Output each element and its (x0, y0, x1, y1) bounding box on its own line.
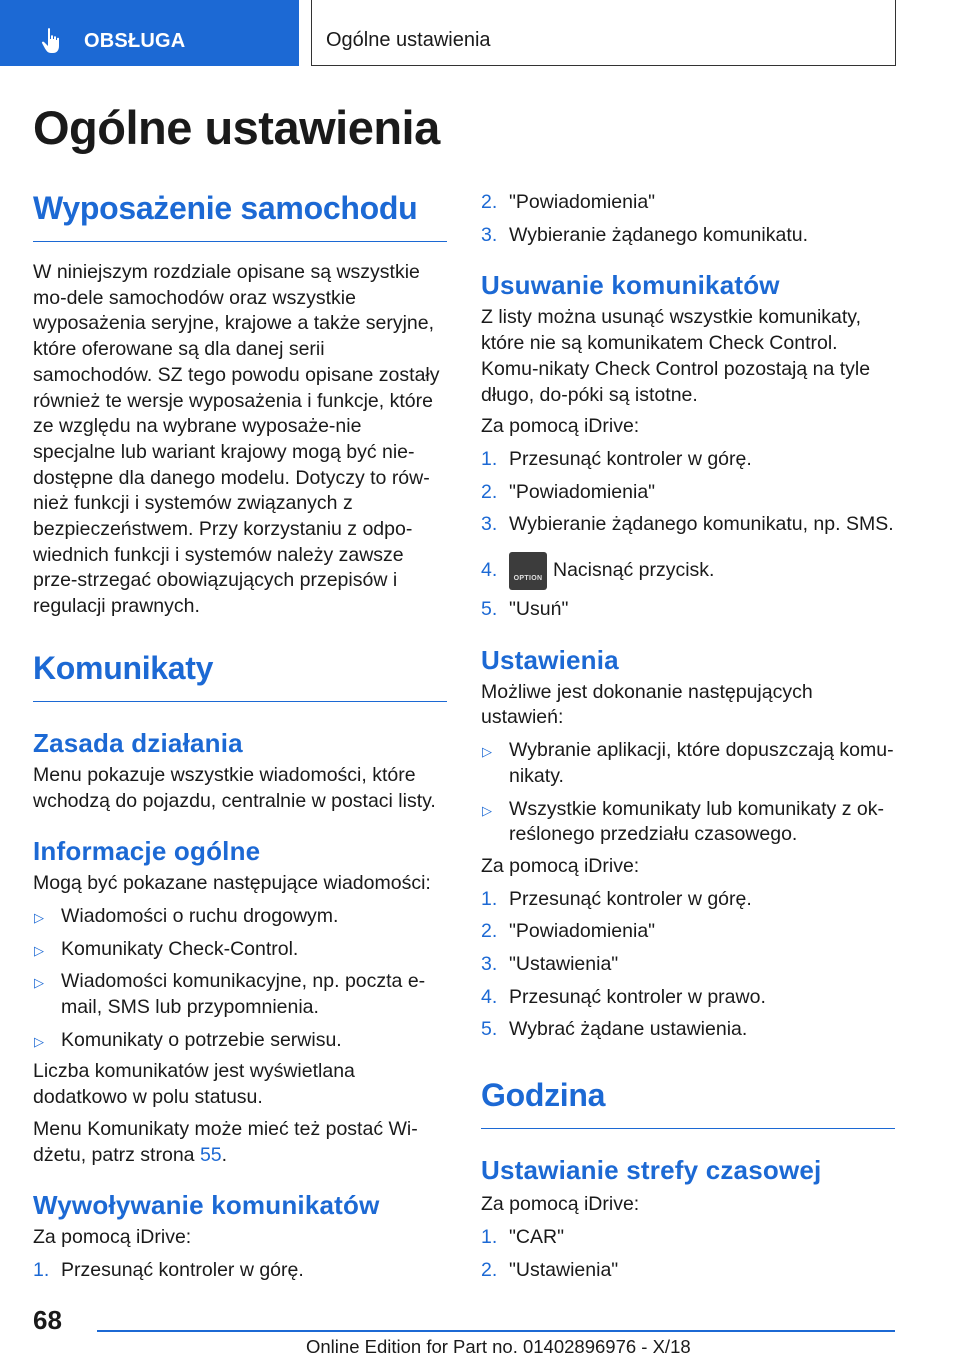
list-item: ▷ Wiadomości o ruchu drogowym. (33, 904, 447, 930)
heading-settings: Ustawienia (481, 644, 619, 675)
section-tab-label: OBSŁUGA (84, 30, 186, 52)
chapter-header (311, 0, 896, 66)
heading-calling: Wywoływanie komunikatów (33, 1190, 380, 1221)
list-item: 5. Wybrać żądane ustawienia. (481, 1018, 748, 1041)
hand-pointer-icon (40, 27, 64, 55)
page-link[interactable]: 55 (199, 1143, 222, 1166)
idrive-intro: Za pomocą iDrive: (481, 415, 640, 438)
bullet-triangle-icon: ▷ (482, 744, 492, 760)
option-button-icon: OPTION (509, 552, 547, 590)
calling-steps-continued (481, 190, 895, 248)
delete-paragraph: Z listy można usunąć wszystkie komunikaty, które nie są komunikatem Check Control. Komu-nikaty Check Control pozostają na tyle długo, do-póki są istotne. (481, 306, 871, 406)
idrive-intro: Za pomocą iDrive: (33, 1226, 192, 1249)
list-item: 2. "Powiadomienia" (481, 191, 656, 213)
calling-steps (33, 1258, 447, 1284)
bullet-triangle-icon: ▷ (34, 942, 44, 958)
count-paragraph: Liczba komunikatów jest wyświetlana dodatkowo w polu statusu. (33, 1060, 355, 1109)
heading-timezone: Ustawianie strefy czasowej (481, 1155, 822, 1186)
list-item: ▷ Komunikaty Check-Control. (33, 937, 447, 963)
list-item: 3. Wybieranie żądanego komunikatu, np. SMS. (481, 513, 894, 536)
list-item: 4. Przesunąć kontroler w prawo. (481, 985, 766, 1008)
list-item: 1. Przesunąć kontroler w górę. (33, 1258, 304, 1281)
list-item: 1. Przesunąć kontroler w górę. (481, 887, 752, 910)
page-number: 68 (33, 1305, 62, 1335)
heading-messages: Komunikaty (33, 650, 447, 702)
idrive-intro: Za pomocą iDrive: (481, 854, 640, 877)
bullet-triangle-icon: ▷ (34, 1033, 44, 1049)
heading-general: Informacje ogólne (33, 836, 261, 867)
list-item: ▷ Wiadomości komunikacyjne, np. poczta e-mail, SMS lub przypomnienia. (34, 970, 426, 1019)
idrive-intro: Za pomocą iDrive: (481, 1193, 640, 1216)
heading-delete: Usuwanie komunikatów (481, 270, 780, 301)
bullet-triangle-icon: ▷ (34, 975, 44, 991)
list-item: 2. "Ustawienia" (481, 1258, 619, 1281)
page-title: Ogólne ustawienia (33, 101, 440, 154)
widget-paragraph: Menu Komunikaty może mieć też postać Wi-dżetu, patrz strona 55. (33, 1117, 418, 1166)
list-item: 4. OPTION Nacisnąć przycisk. (481, 552, 895, 590)
list-item: ▷ Wybranie aplikacji, które dopuszczają komu-nikaty. (482, 739, 894, 787)
bullet-triangle-icon: ▷ (34, 909, 44, 925)
settings-steps (481, 887, 895, 1044)
delete-steps (481, 447, 895, 623)
list-item: 2. "Powiadomienia" (481, 920, 656, 943)
bullet-triangle-icon: ▷ (482, 802, 492, 818)
left-column (33, 190, 447, 1284)
timezone-steps (481, 1225, 895, 1283)
footer-divider (97, 1330, 895, 1332)
heading-principle: Zasada działania (33, 727, 243, 758)
general-list (33, 904, 447, 1054)
list-item: 2. "Powiadomienia" (481, 480, 656, 503)
list-item: 1. Przesunąć kontroler w górę. (481, 447, 752, 470)
heading-equipment: Wyposażenie samochodu (33, 190, 447, 242)
list-item: 3. "Ustawienia" (481, 953, 619, 976)
list-item: 5. "Usuń" (481, 598, 569, 621)
principle-paragraph: Menu pokazuje wszystkie wiadomości, które wchodzą do pojazdu, centralnie w postaci listy. (33, 763, 436, 812)
right-column (481, 190, 895, 1283)
heading-clock: Godzina (481, 1077, 895, 1129)
settings-options (481, 738, 895, 848)
edition-text: Online Edition for Part no. 01402896976 - X/18 (306, 1336, 691, 1357)
general-intro: Mogą być pokazane następujące wiadomości: (33, 872, 431, 895)
list-item: 3. Wybieranie żądanego komunikatu. (481, 223, 809, 246)
list-item: ▷ Wszystkie komunikaty lub komunikaty z ok-reślonego przedziału czasowego. (482, 797, 884, 846)
settings-intro: Możliwe jest dokonanie następujących ustawień: (481, 680, 813, 729)
chapter-title: Ogólne ustawienia (326, 29, 491, 51)
list-item: 1. "CAR" (481, 1225, 565, 1248)
list-item: ▷ Komunikaty o potrzebie serwisu. (33, 1028, 447, 1054)
equipment-paragraph: W niniejszym rozdziale opisane są wszystkie mo-dele samochodów oraz wszystkie wyposażenia seryjne, krajowe a także seryjne, które oferowane są dla danej serii samochodów. SZ tego powodu opisane zostały również te wersje wyposażenia i funkcje, które ze względu na wybrane wyposaże-nie specjalne lub wariant krajowy mogą być nie-dostępne dla danego modelu. Dotyczy to rów-nież funkcji i systemów związanych z bezpieczeństwem. Przy korzystaniu z odpo-wiednich funkcji i systemów należy zawsze prze-strzegać obowiązujących przepisów i regulacji prawnych. (33, 261, 440, 618)
section-tab[interactable] (0, 0, 299, 66)
